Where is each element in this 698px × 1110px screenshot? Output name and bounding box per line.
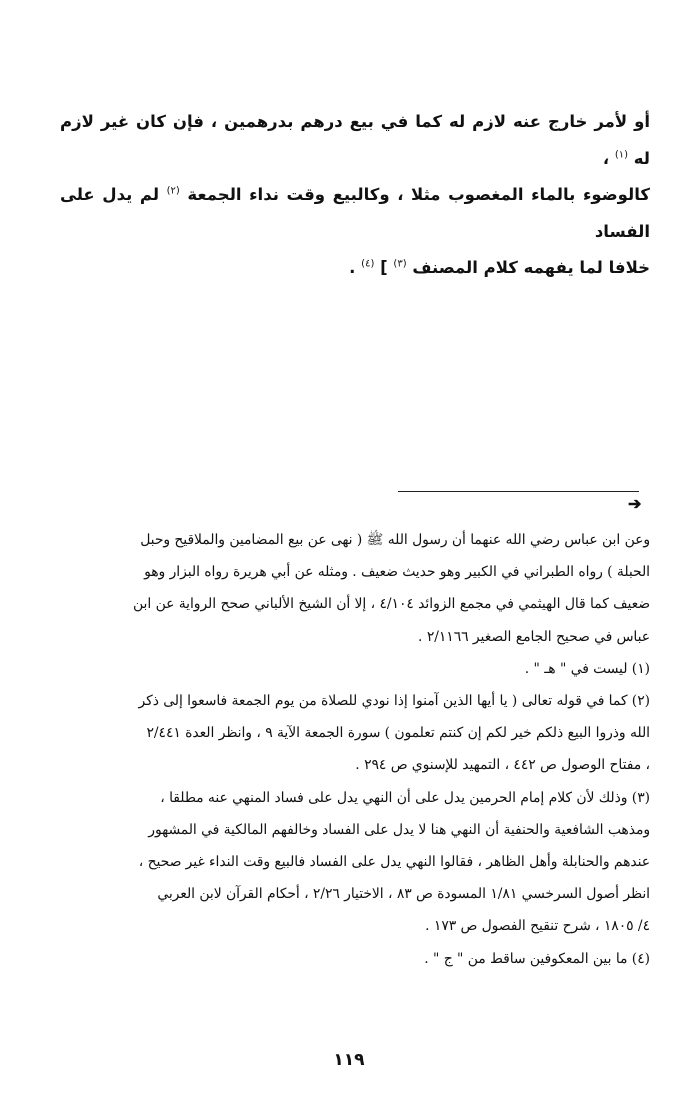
bracket: ] [380, 258, 388, 277]
main-line-text: خلافا لما يفهمه كلام المصنف [412, 258, 650, 277]
main-line-text: أو لأمر خارج عنه لازم له كما في بيع درهم بدرهمين ، فإن كان غير لازم له [60, 112, 650, 168]
footnote-line: (٢) كما في قوله تعالى ( يا أيها الذين آمنوا إذا نودي للصلاة من يوم الجمعة فاسعوا إلى ذكر [138, 693, 650, 710]
main-text [60, 104, 650, 287]
main-line-text: . [349, 258, 356, 277]
continuation-arrow-icon: ➔ [628, 494, 642, 513]
footnote-4: (٤) ما بين المعكوفين ساقط من " ج " . [424, 950, 650, 967]
main-line [60, 250, 650, 287]
footnotes [60, 524, 650, 975]
page-number: ١١٩ [333, 1050, 365, 1070]
footnote-ref: (١) [614, 149, 629, 160]
footnote-ref: (٢) [166, 185, 180, 197]
main-line [60, 104, 650, 177]
footnote-line: عباس في صحيح الجامع الصغير ٢/١١٦٦ . [418, 628, 650, 645]
footnote-separator [398, 491, 639, 492]
main-line-text: لم يدل على الفساد [60, 185, 650, 241]
main-line-text: كالوضوء بالماء المغصوب مثلا ، وكالبيع وقت نداء الجمعة [187, 185, 651, 204]
footnote-ref: (٣) [393, 258, 407, 270]
footnote-line: انظر أصول السرخسي ١/٨١ المسودة ص ٨٣ ، الاختيار ٢/٢٦ ، أحكام القرآن لابن العربي [157, 886, 650, 903]
footnote-line: الله وذروا البيع ذلكم خير لكم إن كنتم تعلمون ) سورة الجمعة الآية ٩ ، وانظر العدة ٢/٤٤١ [146, 725, 650, 742]
footnote-1: (١) ليست في " هـ " . [524, 660, 650, 677]
footnote-line: عندهم والحنابلة وأهل الظاهر ، فقالوا النهي يدل على الفساد فالبيع وقت النداء غير صحيح ، [138, 854, 650, 871]
footnote-line: ٤/ ١٨٠٥ ، شرح تنقيح الفصول ص ١٧٣ . [425, 918, 650, 935]
footnote-line: ضعيف كما قال الهيثمي في مجمع الزوائد ٤/١٠٤ ، إلا أن الشيخ الألباني صحح الرواية عن ابن [133, 596, 650, 613]
main-line [60, 177, 650, 250]
footnote-line: الحبلة ) رواه الطبراني في الكبير وهو حديث ضعيف . ومثله عن أبي هريرة رواه البزار وهو [144, 564, 650, 581]
footnote-line: ومذهب الشافعية والحنفية أن النهي هنا لا يدل على الفساد وخالفهم المالكية في المشهور [148, 821, 650, 838]
footnote-line: ، مفتاح الوصول ص ٤٤٢ ، التمهيد للإسنوي ص ٢٩٤ . [355, 757, 650, 774]
footnote-ref: (٤) [361, 258, 375, 270]
main-line-text: ، [602, 148, 610, 168]
footnote-line: وعن ابن عباس رضي الله عنهما أن رسول الله ﷺ ( نهى عن بيع المضامين والملاقيح وحبل [140, 532, 650, 548]
footnote-line: (٣) وذلك لأن كلام إمام الحرمين يدل على أن النهي يدل على فساد المنهي عنه مطلقا ، [160, 789, 650, 806]
